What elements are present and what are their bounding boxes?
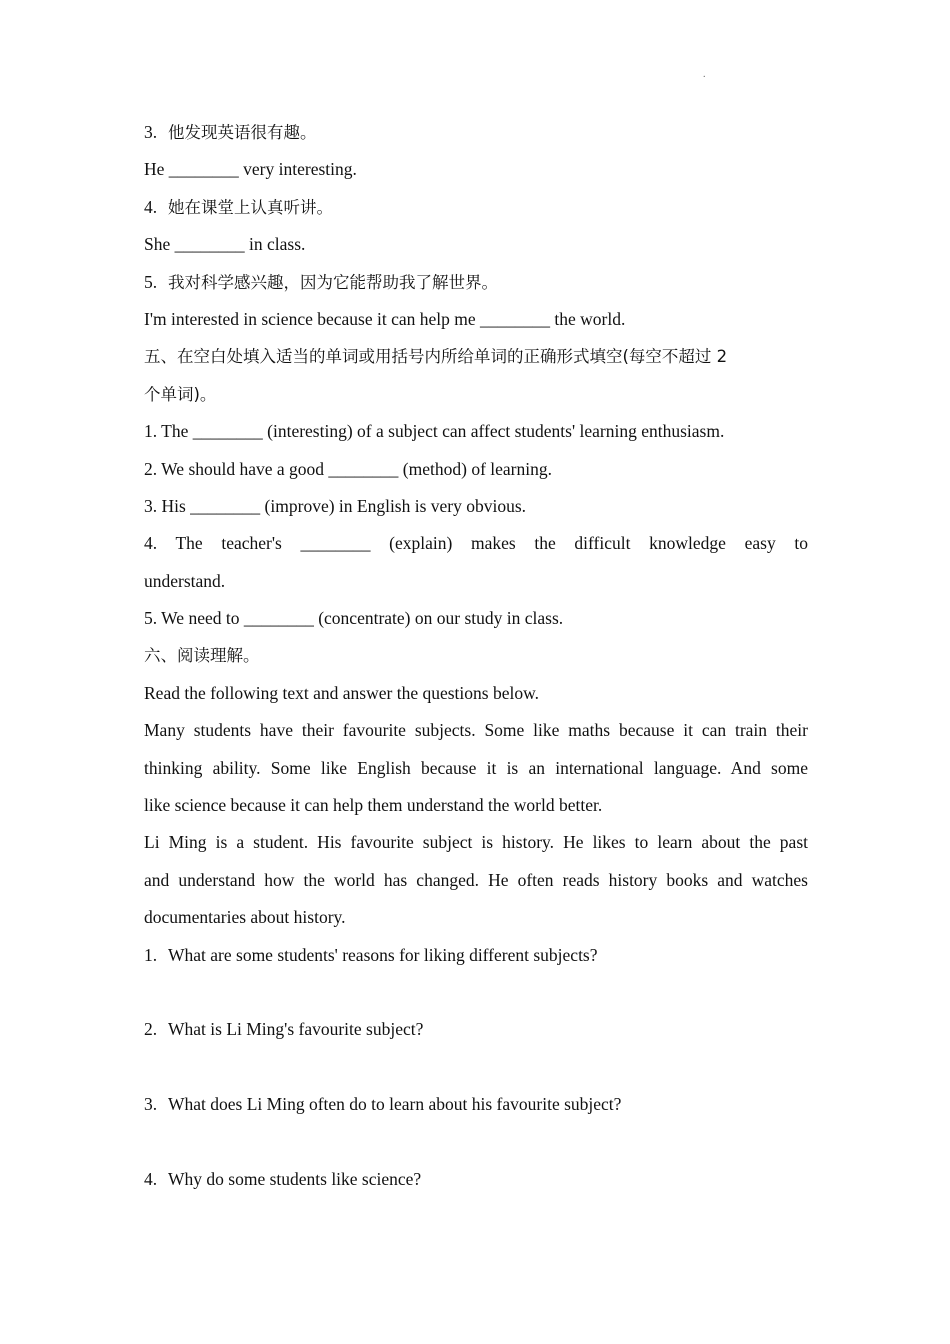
translation-item-5-chinese: 5. 我对科学感兴趣，因为它能帮助我了解世界。 — [144, 271, 498, 292]
section5-item-5: 5. We need to ________ (concentrate) on our study in class. — [144, 608, 564, 629]
section5-item-2: 2. We should have a good ________ (method) of learning. — [144, 458, 552, 479]
reading-instruction: Read the following text and answer the questions below. — [144, 682, 539, 703]
paragraph2-line1: Li Ming is a student. His favourite subject is history. He likes to learn about the past — [144, 832, 808, 853]
section5-title-line2: 个单词)。 — [144, 384, 217, 404]
section5-item-3: 3. His ________ (improve) in English is very obvious. — [144, 495, 527, 516]
translation-item-5-english: I'm interested in science because it can help me ________ the world. — [144, 308, 626, 329]
section6-title: 六、阅读理解。 — [144, 646, 260, 666]
question-2: 2. What is Li Ming's favourite subject? — [144, 1019, 424, 1040]
paragraph1-line3: like science because it can help them understand the world better. — [144, 795, 603, 816]
answer-space-1[interactable] — [144, 974, 808, 1011]
paragraph2-line3: documentaries about history. — [144, 907, 346, 928]
question-3: 3. What does Li Ming often do to learn about his favourite subject? — [144, 1094, 622, 1115]
section5-item-4-line1: 4. The teacher's ________ (explain) makes the difficult knowledge easy to — [144, 533, 808, 554]
section5-item-4-line2: understand. — [144, 570, 226, 591]
answer-space-2[interactable] — [144, 1049, 808, 1086]
question-1: 1. What are some students' reasons for liking different subjects? — [144, 944, 598, 965]
section5-title-line1: 五、在空白处填入适当的单词或用括号内所给单词的正确形式填空(每空不超过 2 — [144, 347, 728, 367]
translation-item-4-english: She ________ in class. — [144, 234, 306, 255]
page-marker: . — [703, 69, 706, 80]
paragraph1-line2: thinking ability. Some like English because it is an international language. And some — [144, 757, 808, 778]
translation-item-4-chinese: 4. 她在课堂上认真听讲。 — [144, 196, 333, 217]
question-4: 4. Why do some students like science? — [144, 1168, 422, 1189]
section5-item-1: 1. The ________ (interesting) of a subject can affect students' learning enthusiasm. — [144, 421, 725, 442]
paragraph2-line2: and understand how the world has changed. He often reads history books and watches — [144, 869, 808, 890]
answer-space-3[interactable] — [144, 1124, 808, 1161]
translation-item-3-english: He ________ very interesting. — [144, 159, 357, 180]
paragraph1-line1: Many students have their favourite subjects. Some like maths because it can train their — [144, 720, 808, 741]
translation-item-3-chinese: 3. 他发现英语很有趣。 — [144, 122, 317, 142]
document-body — [144, 114, 808, 1198]
